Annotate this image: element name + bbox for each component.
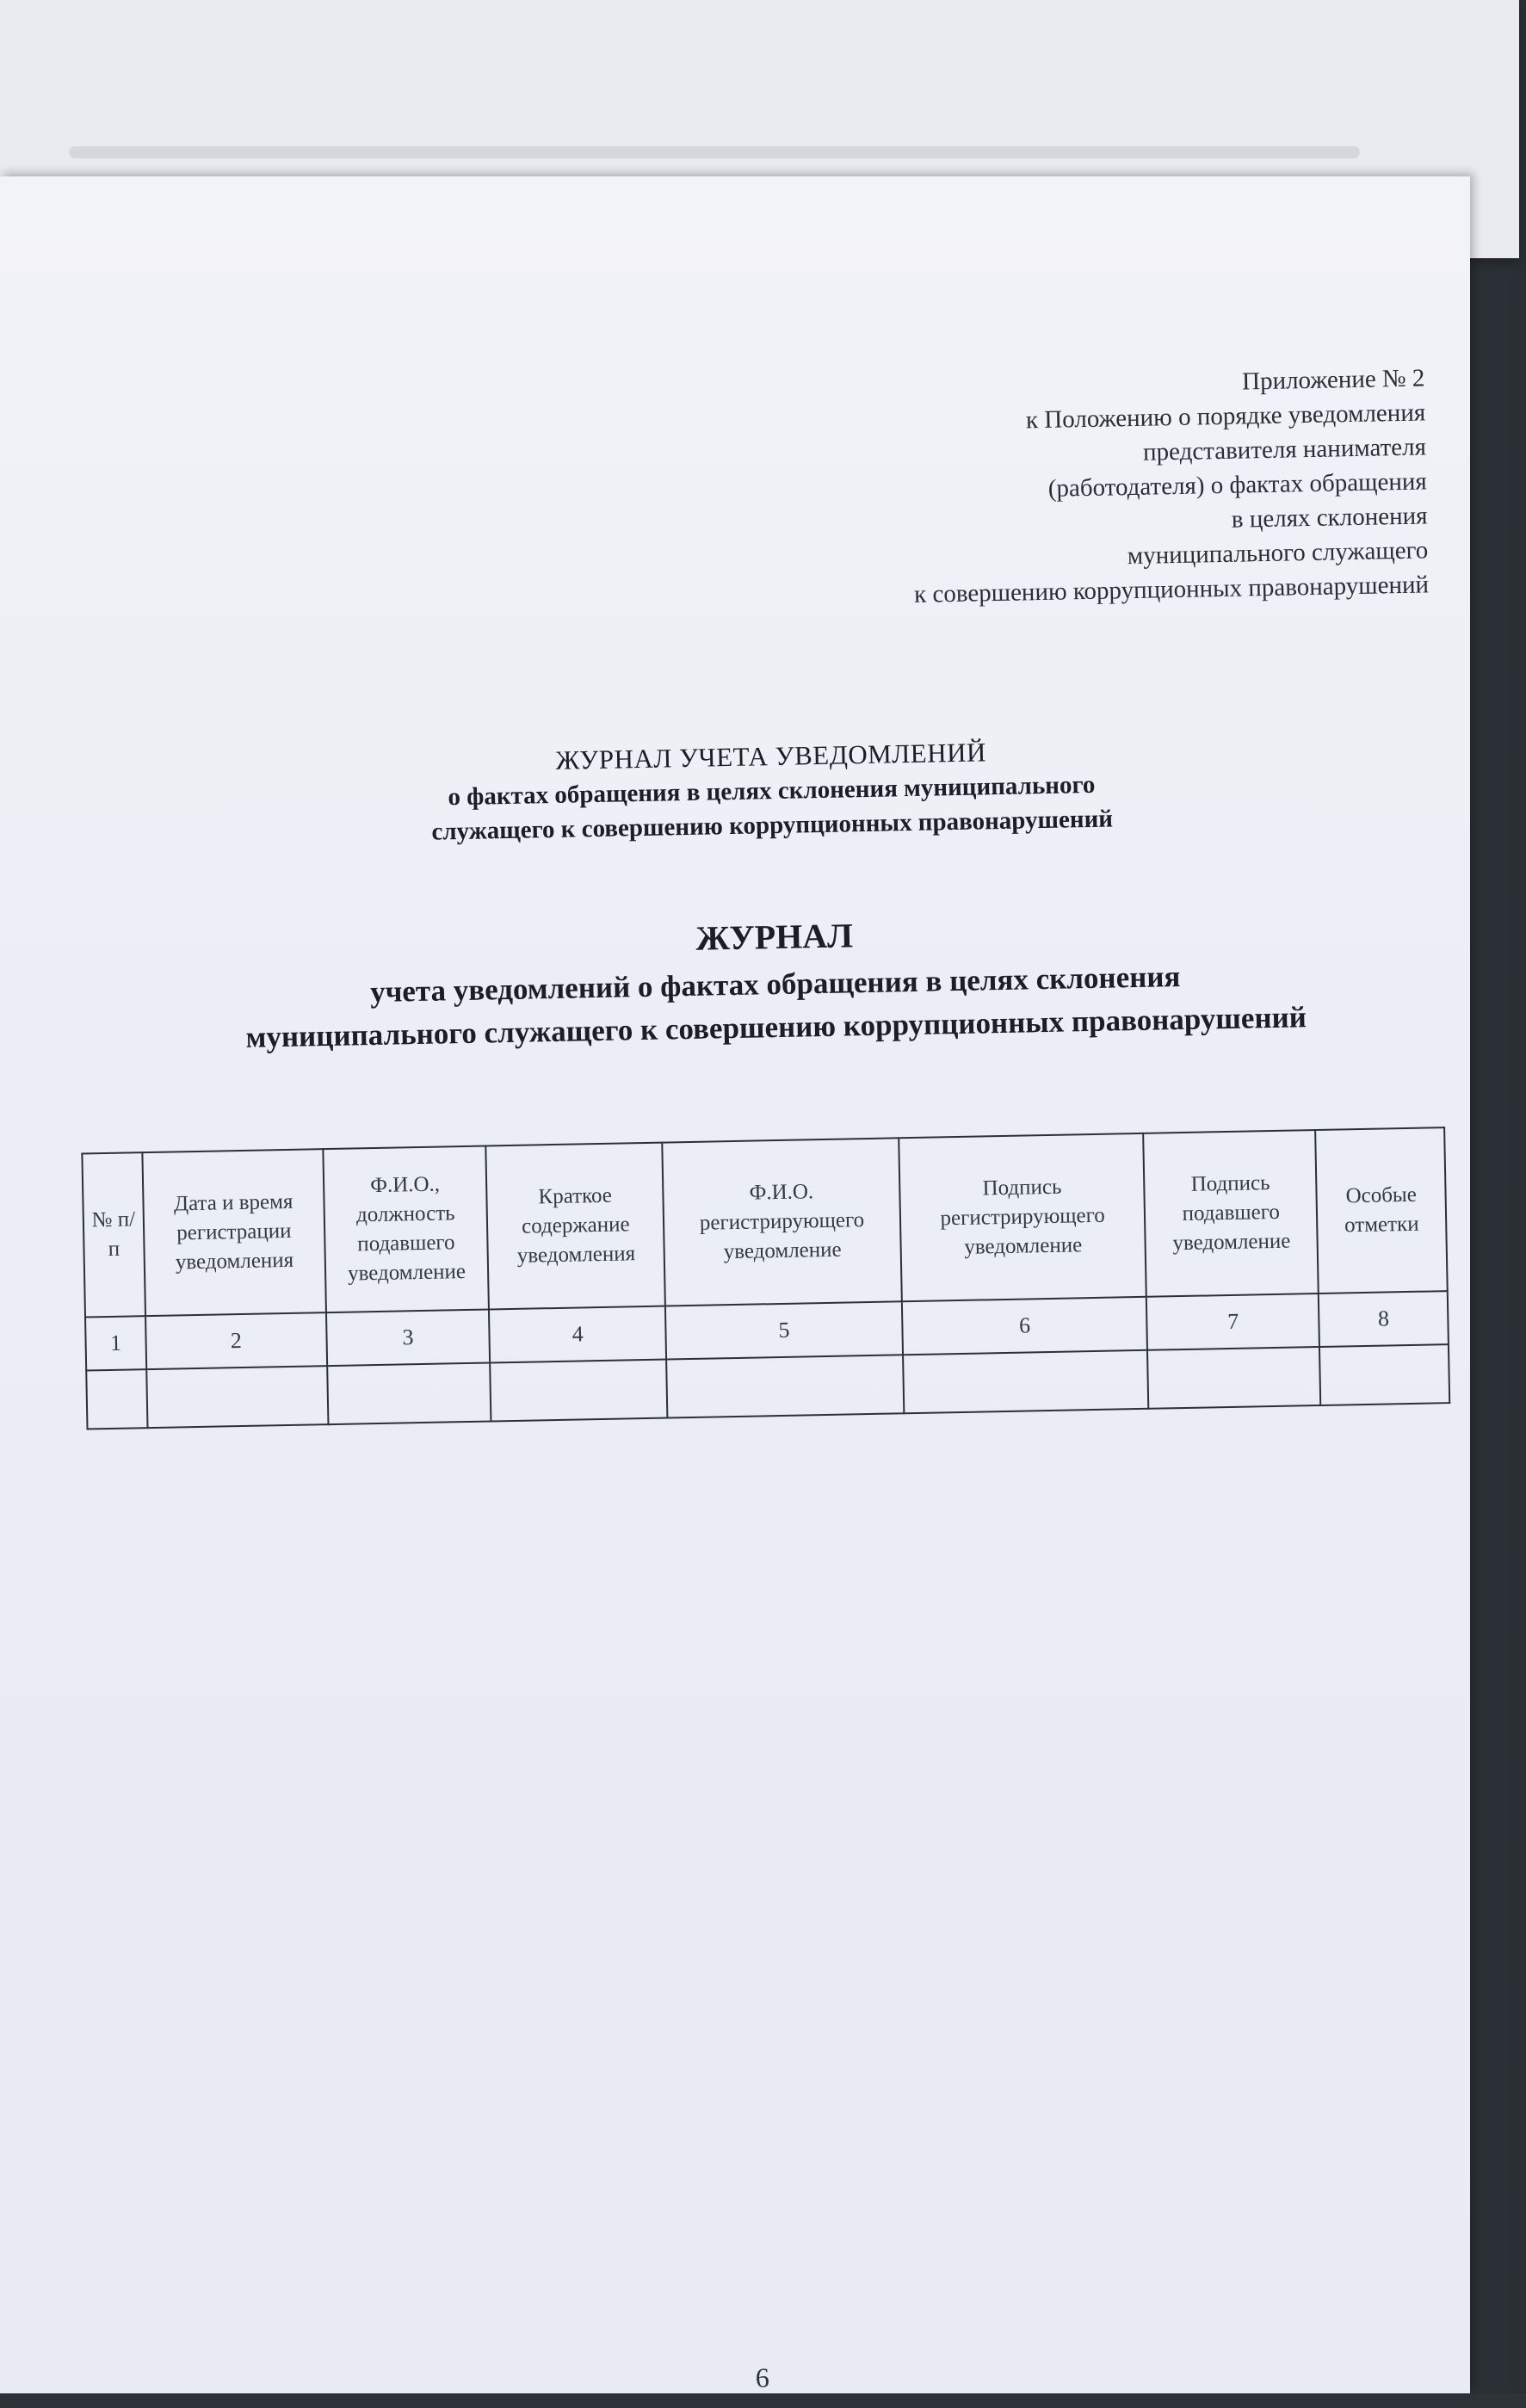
table-cell bbox=[327, 1362, 491, 1424]
header-subtitle-line: о фактах обращения в целях склонения муниципального bbox=[448, 770, 1096, 812]
journal-title: ЖУРНАЛ bbox=[695, 916, 854, 958]
header-title: ЖУРНАЛ УЧЕТА УВЕДОМЛЕНИЙ bbox=[555, 737, 987, 775]
table-header-row bbox=[82, 1127, 1447, 1317]
column-number: 1 bbox=[85, 1316, 146, 1370]
journal-subtitle-line: учета уведомлений о фактах обращения в целях склонения bbox=[369, 959, 1181, 1010]
table-cell bbox=[1319, 1344, 1449, 1405]
column-number: 5 bbox=[665, 1301, 903, 1359]
table-cell bbox=[491, 1360, 668, 1422]
appendix-line: муниципального служащего bbox=[1127, 536, 1429, 571]
table-cell bbox=[666, 1355, 904, 1417]
column-header: Подпись регистрирующего уведомление bbox=[899, 1133, 1146, 1301]
appendix-line: Приложение № 2 bbox=[1241, 364, 1425, 396]
header-subtitle-line: служащего к совершению коррупционных правонарушений bbox=[431, 805, 1114, 846]
table-cell bbox=[86, 1369, 147, 1429]
column-number: 3 bbox=[326, 1309, 491, 1366]
column-header: Ф.И.О., должность подавшего уведомление bbox=[323, 1146, 489, 1313]
page-number: 6 bbox=[755, 2362, 770, 2393]
column-header: Дата и время регистрации уведомления bbox=[142, 1149, 325, 1316]
column-number: 7 bbox=[1146, 1294, 1319, 1350]
table-cell bbox=[146, 1366, 328, 1428]
journal-table bbox=[81, 1127, 1450, 1429]
document-page bbox=[0, 176, 1470, 2393]
appendix-line: к Положению о порядке уведомления bbox=[1025, 398, 1426, 435]
column-header: Ф.И.О. регистрирующего уведомление bbox=[662, 1138, 901, 1306]
column-header: № п/п bbox=[82, 1152, 145, 1317]
header-title-block bbox=[168, 728, 1375, 855]
appendix-note bbox=[650, 361, 1429, 616]
column-number: 2 bbox=[145, 1312, 327, 1369]
appendix-line: в целях склонения bbox=[1231, 502, 1428, 534]
column-number: 8 bbox=[1319, 1291, 1449, 1347]
appendix-line: представителя нанимателя bbox=[1142, 433, 1427, 466]
table-cell bbox=[1147, 1347, 1320, 1409]
faded-text-line bbox=[69, 146, 1360, 158]
page-content bbox=[0, 163, 1498, 2407]
column-header: Особые отметки bbox=[1315, 1127, 1447, 1294]
column-number: 6 bbox=[902, 1297, 1148, 1355]
appendix-line: к совершению коррупционных правонарушений bbox=[913, 571, 1430, 608]
table-cell bbox=[903, 1350, 1149, 1413]
column-number: 4 bbox=[489, 1306, 666, 1363]
journal-title-block bbox=[128, 899, 1422, 1062]
column-header: Краткое содержание уведомления bbox=[486, 1143, 665, 1310]
appendix-line: (работодателя) о фактах обращения bbox=[1047, 467, 1427, 503]
journal-subtitle-line: муниципального служащего к совершению коррупционных правонарушений bbox=[245, 1000, 1307, 1054]
column-header: Подпись подавшего уведомление bbox=[1144, 1130, 1319, 1297]
